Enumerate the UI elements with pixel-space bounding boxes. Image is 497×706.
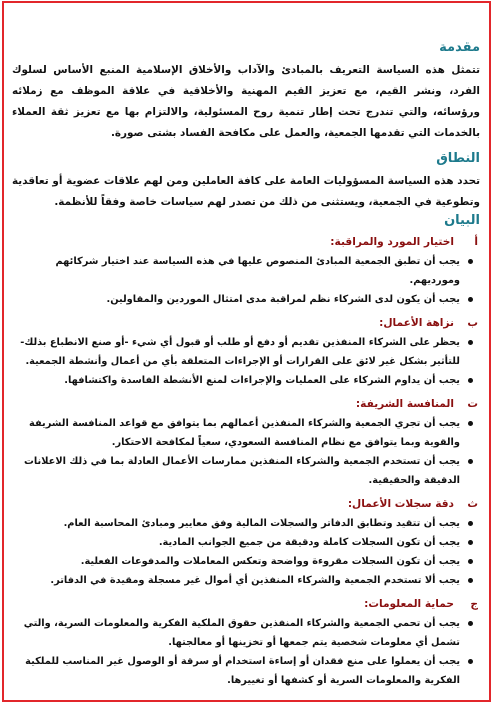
subsection-letter: ج — [470, 598, 478, 610]
subsection — [12, 232, 480, 309]
list-item: يجب أن تحمي الجمعية والشركاء المنفذين حقوق الملكية الفكرية والمعلومات السرية، والتي تشمل أي معلومات شخصية يتم جمعها أو تخزينها أو معالجتها. — [12, 614, 480, 652]
bullet-list — [12, 514, 480, 590]
list-item: يجب أن تستخدم الجمعية والشركاء المنفذين ممارسات الأعمال العادلة بما في ذلك الاعلانات الدقيقة والحقيقية. — [12, 452, 480, 490]
list-item: يجب أن يكون لدى الشركاء نظم لمراقبة مدى امتثال الموردين والمقاولين. — [12, 290, 480, 309]
intro-title: مقدمة — [439, 40, 480, 55]
list-item: يجب أن تكون السجلات مقروءة وواضحة وتعكس المعاملات والمدفوعات الفعلية. — [12, 552, 480, 571]
list-item: يجب أن يداوم الشركاء على العمليات والإجراءات لمنع الأنشطة الفاسدة واكتشافها. — [12, 371, 480, 390]
scope-section — [12, 151, 480, 213]
subsection — [12, 313, 480, 390]
subsection-title: اختيار المورد والمراقبة: — [330, 236, 454, 248]
subsection-title: دقة سجلات الأعمال: — [347, 498, 454, 510]
subsection-heading — [12, 494, 478, 514]
subsection — [12, 594, 480, 690]
subsection-heading — [12, 313, 478, 333]
scope-text: تحدد هذه السياسة المسؤوليات العامة على كافة العاملين ومن لهم علاقات عضوية أو تعاقدية وتطوعية في الجمعية، ويستثنى من ذلك من تصدر لهم سياسات خاصة وفقاً للأنظمة. — [12, 175, 480, 208]
subsection — [12, 494, 480, 590]
bullet-list — [12, 252, 480, 309]
bullet-list — [12, 614, 480, 690]
subsection-letter: ت — [467, 398, 478, 410]
list-item: يجب أن تجري الجمعية والشركاء المنفذين أعمالهم بما يتوافق مع قواعد المنافسة الشريفة والقوية وبما يتوافق مع نظام المنافسة السعودي، سعياً لمكافحة الاحتكار. — [12, 414, 480, 452]
subsection-title: حماية المعلومات: — [364, 598, 454, 610]
list-item: يجب أن يعملوا على منع فقدان أو إساءة استخدام أو سرقة أو الوصول غير المناسب للملكية الفكرية والمعلومات السرية أو كشفها أو تغييرها. — [12, 652, 480, 690]
list-item: يجب أن تطبق الجمعية المبادئ المنصوص عليها في هذه السياسة عند اختيار شركائهم ومورديهم. — [12, 252, 480, 290]
subsection-title: المنافسة الشريفة: — [355, 398, 454, 410]
subsection-heading — [12, 394, 478, 414]
bullet-list — [12, 333, 480, 390]
document-body — [12, 6, 480, 690]
subsection-heading — [12, 594, 478, 614]
subsection — [12, 394, 480, 490]
subsection-letter: ث — [467, 498, 478, 510]
intro-text: تتمثل هذه السياسة التعريف بالمبادئ والآداب والأخلاق الإسلامية المنبع الأساس لسلوك الفرد، ونشر القيم، مع تعزيز القيم المهنية والأخلاقية في علاقة الموظف مع زملائه ورؤسائه، والتي تندرج تحت إطار تنمية روح المسئولية، والالتزام بها مع تعزيز ثقة العملاء بالخدمات التي تقدمها الجمعية، والعمل على مكافحة الفساد بشتى صورة. — [12, 64, 480, 139]
list-item: يجب أن تكون السجلات كاملة ودقيقة من جميع الجوانب المادية. — [12, 533, 480, 552]
list-item: يحظر على الشركاء المنفذين تقديم أو دفع أو طلب أو قبول أي شيء -أو صنع الانطباع بذلك- للتأثير بشكل غير لائق على القرارات أو الإجراءات المتعلقة بأي من أعمال وأنشطة الجمعية. — [12, 333, 480, 371]
subsection-letter: ب — [467, 317, 478, 329]
scope-title: النطاق — [436, 151, 480, 166]
statement-title: البيان — [444, 213, 480, 228]
statement-subsections — [12, 232, 480, 690]
statement-section — [12, 213, 480, 690]
subsection-title: نزاهة الأعمال: — [379, 317, 454, 329]
subsection-heading — [12, 232, 478, 252]
list-item: يجب أن تتقيد وتطابق الدفاتر والسجلات المالية وفق معايير ومبادئ المحاسبة العام. — [12, 514, 480, 533]
intro-section — [12, 40, 480, 144]
subsection-letter: أ — [474, 236, 478, 248]
list-item: يجب ألا تستخدم الجمعية والشركاء المنفذين أي أموال غير مسجلة ومقيدة في الدفاتر. — [12, 571, 480, 590]
bullet-list — [12, 414, 480, 490]
